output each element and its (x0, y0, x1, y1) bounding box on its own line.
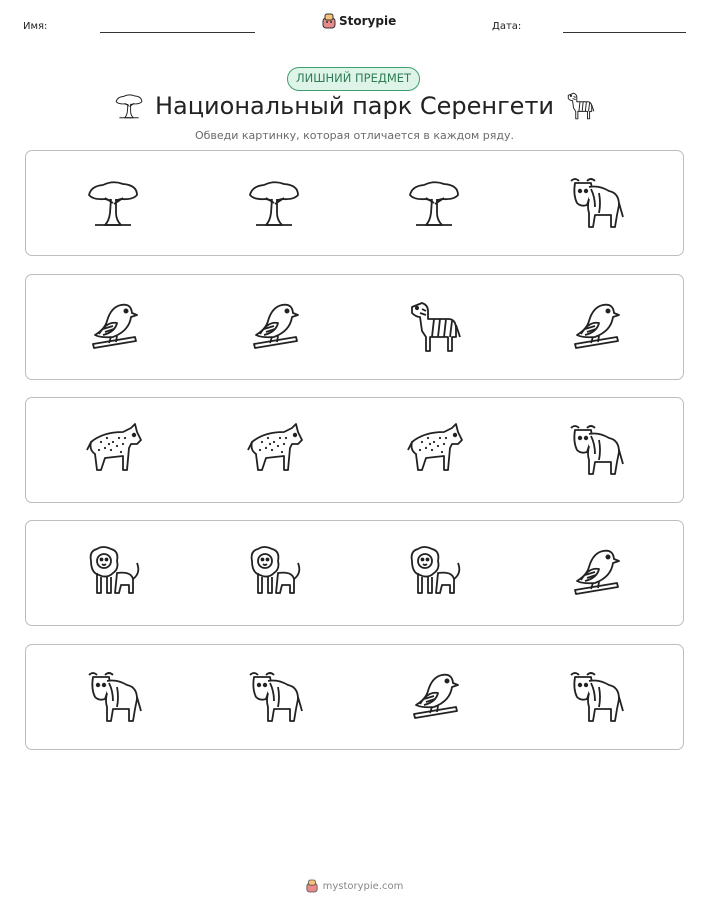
acacia-tree-icon[interactable] (404, 173, 464, 233)
date-label: Дата: (492, 21, 522, 32)
bird-icon[interactable] (565, 297, 625, 357)
hyena-icon[interactable] (244, 420, 304, 480)
name-line[interactable] (100, 32, 255, 33)
brand-logo (322, 13, 396, 29)
category-badge: ЛИШНИЙ ПРЕДМЕТ (287, 67, 420, 91)
lion-icon[interactable] (83, 543, 143, 603)
footer-site-link[interactable]: mystorypie.com (322, 880, 404, 892)
lion-icon[interactable] (244, 543, 304, 603)
row-2 (25, 274, 684, 380)
wildebeest-icon[interactable] (244, 667, 304, 727)
wildebeest-icon[interactable] (565, 420, 625, 480)
hyena-icon[interactable] (83, 420, 143, 480)
brand-name: Storypie (339, 14, 397, 28)
hyena-icon[interactable] (404, 420, 464, 480)
storypie-mascot-icon (306, 879, 318, 893)
acacia-tree-icon[interactable] (244, 173, 304, 233)
zebra-icon (564, 90, 596, 122)
wildebeest-icon[interactable] (83, 667, 143, 727)
bird-icon[interactable] (244, 297, 304, 357)
instructions: Обведи картинку, которая отличается в каждом ряду. (194, 129, 515, 142)
wildebeest-icon[interactable] (565, 173, 625, 233)
zebra-icon[interactable] (404, 297, 464, 357)
storypie-mascot-icon (322, 13, 336, 29)
acacia-tree-icon[interactable] (83, 173, 143, 233)
bird-icon[interactable] (83, 297, 143, 357)
row-4 (25, 520, 684, 626)
row-3 (25, 397, 684, 503)
page-title: Национальный парк Серенгети (154, 92, 555, 120)
date-line[interactable] (563, 32, 686, 33)
row-1 (25, 150, 684, 256)
bird-icon[interactable] (404, 667, 464, 727)
footer (0, 879, 709, 893)
lion-icon[interactable] (404, 543, 464, 603)
bird-icon[interactable] (565, 543, 625, 603)
wildebeest-icon[interactable] (565, 667, 625, 727)
name-label: Имя: (23, 21, 48, 32)
row-5 (25, 644, 684, 750)
